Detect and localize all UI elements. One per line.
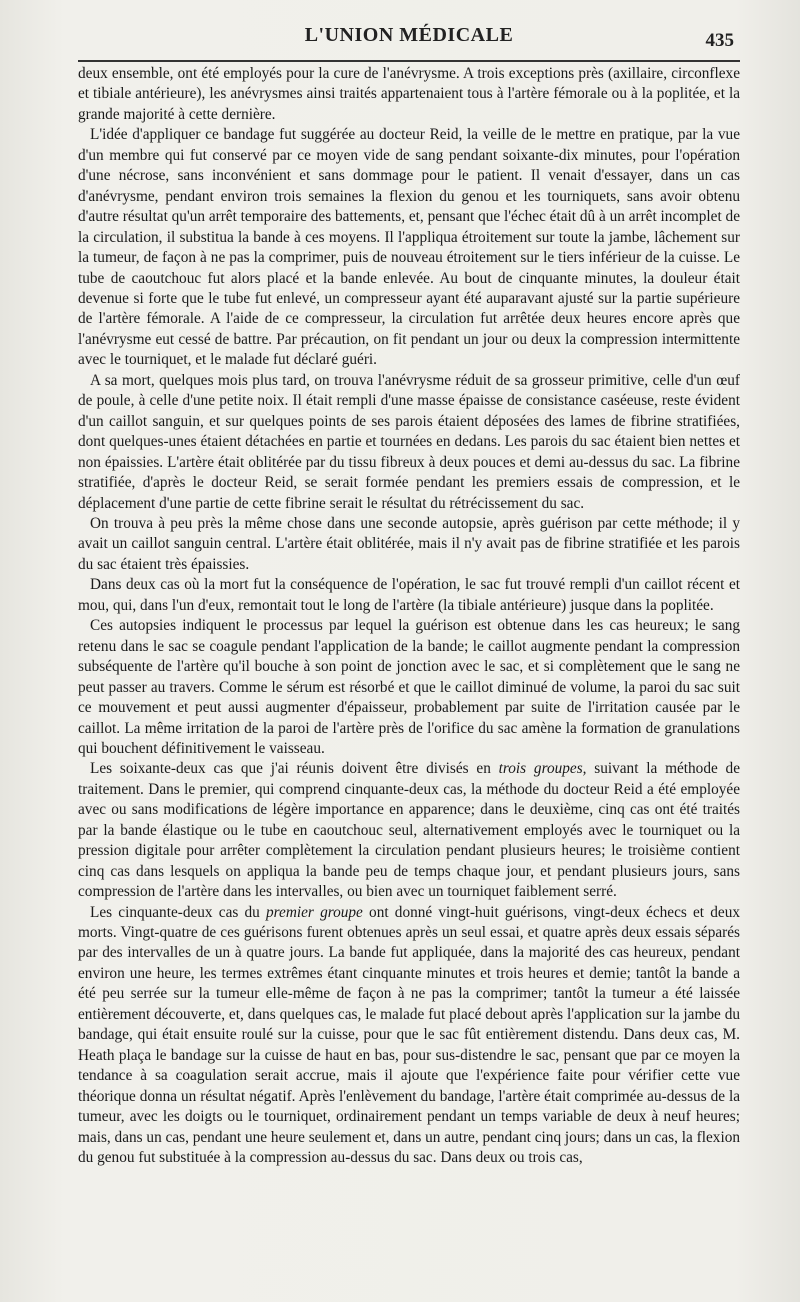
paragraph-7-emphasis: trois groupes, <box>498 760 587 778</box>
paragraph-2: L'idée d'appliquer ce bandage fut suggérée au docteur Reid, la veille de le mettre en pratique, par la vue d'un membre qui fut conservé par ce moyen vide de sang pendant soixante-dix minutes, pour l'opération d'une nécrose, sans inconvénient et sans dommage pour le patient. Il venait d'essayer, dans un cas d'anévrysme, pendant environ trois semaines la flexion du genou et les tourniquets, sans avoir obtenu d'autre résultat qu'un arrêt temporaire des battements, et, pensant que l'échec était dû à un arrêt incomplet de la circulation, il substitua la bande à ces moyens. Il l'appliqua étroitement sur toute la jambe, lâchement sur la tumeur, de façon à ne pas la comprimer, puis de nouveau étroitement sur le tiers inférieur de la cuisse. Le tube de caoutchouc fut alors placé et la bande enlevée. Au bout de cinquante minutes, la douleur était devenue si forte que le tube fut enlevé, un compresseur ayant été auparavant ajusté sur la partie supérieure de l'artère fémorale. A l'aide de ce compresseur, la circulation fut arrêtée deux heures encore après que l'anévrysme eut cessé de battre. Par précaution, on fit pendant un jour ou deux la compression intermittente avec le tourniquet, et le malade fut déclaré guéri. <box>78 126 740 369</box>
paragraph-8-text-a: Les cinquante-deux cas du <box>90 903 267 921</box>
paragraph-8 <box>78 903 740 1169</box>
article-body <box>78 64 740 1168</box>
paragraph-8-emphasis: premier groupe <box>266 903 363 921</box>
paragraph-8-text-b: ont donné vingt-huit guérisons, vingt-deux échecs et deux morts. Vingt-quatre de ces guérisons furent obtenues après un seul essai, et quatre après deux essais séparés par des intervalles de un à quatre jours. La bande fut appliquée, dans la majorité des cas heureux, pendant environ une heure, les termes extrêmes étant cinquante minutes et trois heures et demie; tantôt la bande a été peu serrée sur la tumeur elle-même de façon à ne pas la comprimer; tantôt la tumeur a été laissée entièrement découverte, et, dans quelques cas, le malade fut placé debout après l'application sur la jambe du bandage, qui était ensuite roulé sur la cuisse, pour que le sac fût entièrement distendu. Dans deux cas, M. Heath plaça le bandage sur la cuisse de haut en bas, pour sus-distendre le sac, pensant que par ce moyen la tendance à sa coagulation serait accrue, mais il ajoute que l'expérience faite pour vérifier cette vue théorique donna un résultat négatif. Après l'enlèvement du bandage, l'artère était comprimée au-dessus de la tumeur, avec les doigts ou le tourniquet, ordinairement pendant un temps variable de deux à neuf heures; mais, dans un cas, pendant une heure seulement et, dans un autre, pendant cinq jours; dans un cas, la flexion du genou fut substituée à la compression au-dessus du sac. Dans deux ou trois cas, <box>78 903 740 1167</box>
paragraph-7 <box>78 759 740 902</box>
header-rule <box>78 60 740 62</box>
paragraph-7-text-a: Les soixante-deux cas que j'ai réunis doivent être divisés en <box>90 760 499 778</box>
journal-title: L'UNION MÉDICALE <box>304 24 514 46</box>
running-header <box>78 22 740 58</box>
paragraph-5: Dans deux cas où la mort fut la conséquence de l'opération, le sac fut trouvé rempli d'un caillot récent et mou, qui, dans l'un d'eux, remontait tout le long de l'artère (la tibiale antérieure) jusque dans la poplitée. <box>78 576 740 614</box>
paragraph-3: A sa mort, quelques mois plus tard, on trouva l'anévrysme réduit de sa grosseur primitive, celle d'un œuf de poule, à celle d'une petite noix. Il était rempli d'une masse épaisse de consistance caséeuse, reste évident d'un caillot sanguin, et sur quelques points de ses parois étaient déposées des lames de fibrine stratifiées, dont quelques-unes étaient détachées en partie et tournées en dedans. Les parois du sac étaient bien nettes et non épaissies. L'artère était oblitérée par du tissu fibreux à deux pouces et demi au-dessus du sac. La fibrine stratifiée, d'après le docteur Reid, se serait formée pendant les premiers essais de compression, et le déplacement d'une partie de cette fibrine serait le résultat du rétrécissement du sac. <box>78 371 740 512</box>
paragraph-1: deux ensemble, ont été employés pour la cure de l'anévrysme. A trois exceptions près (axillaire, circonflexe et tibiale antérieure), les anévrysmes ainsi traités appartenaient tous à l'artère fémorale ou à la poplitée, et la grande majorité à cette dernière. <box>78 65 740 123</box>
page-number: 435 <box>705 30 734 51</box>
paragraph-4: On trouva à peu près la même chose dans une seconde autopsie, après guérison par cette méthode; il y avait un caillot sanguin central. L'artère était oblitérée, mais il n'y avait pas de fibrine stratifiée et les parois du sac étaient très épaissies. <box>78 514 740 573</box>
paragraph-6: Ces autopsies indiquent le processus par lequel la guérison est obtenue dans les cas heureux; le sang retenu dans le sac se coagule pendant l'application de la bande; le caillot augmente pendant la compression subséquente de l'artère qu'il bouche à son point de jonction avec le sac, et si complètement que le sang ne peut passer au travers. Comme le sérum est résorbé et que le caillot diminué de volume, la paroi du sac suit ce mouvement et peut aussi augmenter d'épaisseur, probablement par suite de l'irritation causée par le caillot. La même irritation de la paroi de l'artère près de l'orifice du sac amène la formation de granulations qui bouchent définitivement le vaisseau. <box>78 617 740 757</box>
paragraph-7-text-b: suivant la méthode de traitement. Dans le premier, qui comprend cinquante-deux cas, la méthode du docteur Reid a été employée avec ou sans modifications de légère importance en apparence; dans le deuxième, cinq cas ont été traités par la bande élastique ou le tube en caoutchouc seul, alternativement employés avec le tourniquet ou la pression digitale pour arrêter complètement la circulation pendant plusieurs heures; le troisième contient cinq cas dans lesquels on appliqua la bande peu de temps chaque jour, et pendant plusieurs jours, sans compression de l'artère dans les intervalles, ou bien avec un tourniquet faiblement serré. <box>78 760 740 901</box>
